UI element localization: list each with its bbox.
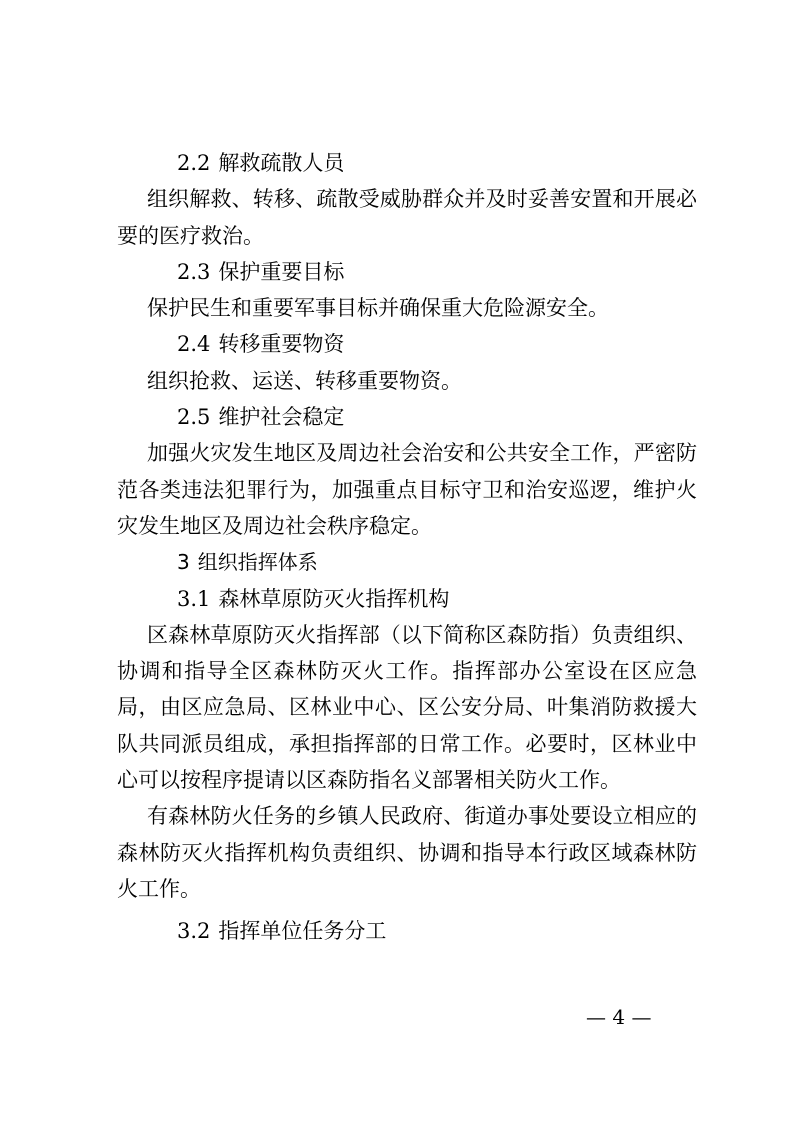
- section-number: 3.2: [177, 919, 211, 944]
- page-number: — 4 —: [586, 1005, 652, 1029]
- section-heading-3-1: [117, 581, 697, 617]
- paragraph: 加强火灾发生地区及周边社会治安和公共安全工作，严密防范各类违法犯罪行为，加强重点目标守卫和治安巡逻，维护火灾发生地区及周边社会秩序稳定。: [117, 441, 697, 538]
- section-heading-2-5: [117, 399, 697, 435]
- section-heading-2-2: [117, 145, 697, 181]
- paragraph: 组织解救、转移、疏散受威胁群众并及时妥善安置和开展必要的医疗救治。: [117, 187, 697, 248]
- section-number: 3.1: [177, 586, 211, 611]
- section-title: 森林草原防灭火指挥机构: [218, 586, 450, 611]
- paragraph: 组织抢救、运送、转移重要物资。: [147, 368, 462, 393]
- section-heading-3-2: [117, 913, 697, 949]
- paragraph: 保护民生和重要军事目标并确保重大危险源安全。: [147, 296, 609, 321]
- section-title: 组织指挥体系: [197, 550, 318, 575]
- section-title: 解救疏散人员: [218, 151, 345, 175]
- paragraph: 有森林防火任务的乡镇人民政府、街道办事处要设立相应的森林防灭火指挥机构负责组织、协调和指导本行政区域森林防火工作。: [117, 804, 697, 901]
- paragraph: 区森林草原防灭火指挥部（以下简称区森防指）负责组织、协调和指导全区森林防灭火工作。指挥部办公室设在区应急局，由区应急局、区林业中心、区公安分局、叶集消防救援大队共同派员组成，承担指挥部的日常工作。必要时，区林业中心可以按程序提请以区森防指名义部署相关防火工作。: [117, 622, 697, 793]
- section-number: 2.5: [177, 405, 211, 430]
- section-title: 指挥单位任务分工: [218, 919, 387, 944]
- section-heading-2-3: [117, 254, 697, 290]
- section-number: 2.3: [177, 259, 211, 284]
- section-number: 3: [177, 550, 190, 575]
- section-number: 2.2: [177, 151, 211, 175]
- section-title: 维护社会稳定: [218, 405, 345, 430]
- section-heading-3: [117, 544, 697, 580]
- section-title: 保护重要目标: [218, 259, 345, 284]
- section-number: 2.4: [177, 332, 211, 357]
- section-title: 转移重要物资: [218, 332, 345, 357]
- document-body: [117, 145, 697, 950]
- section-heading-2-4: [117, 326, 697, 362]
